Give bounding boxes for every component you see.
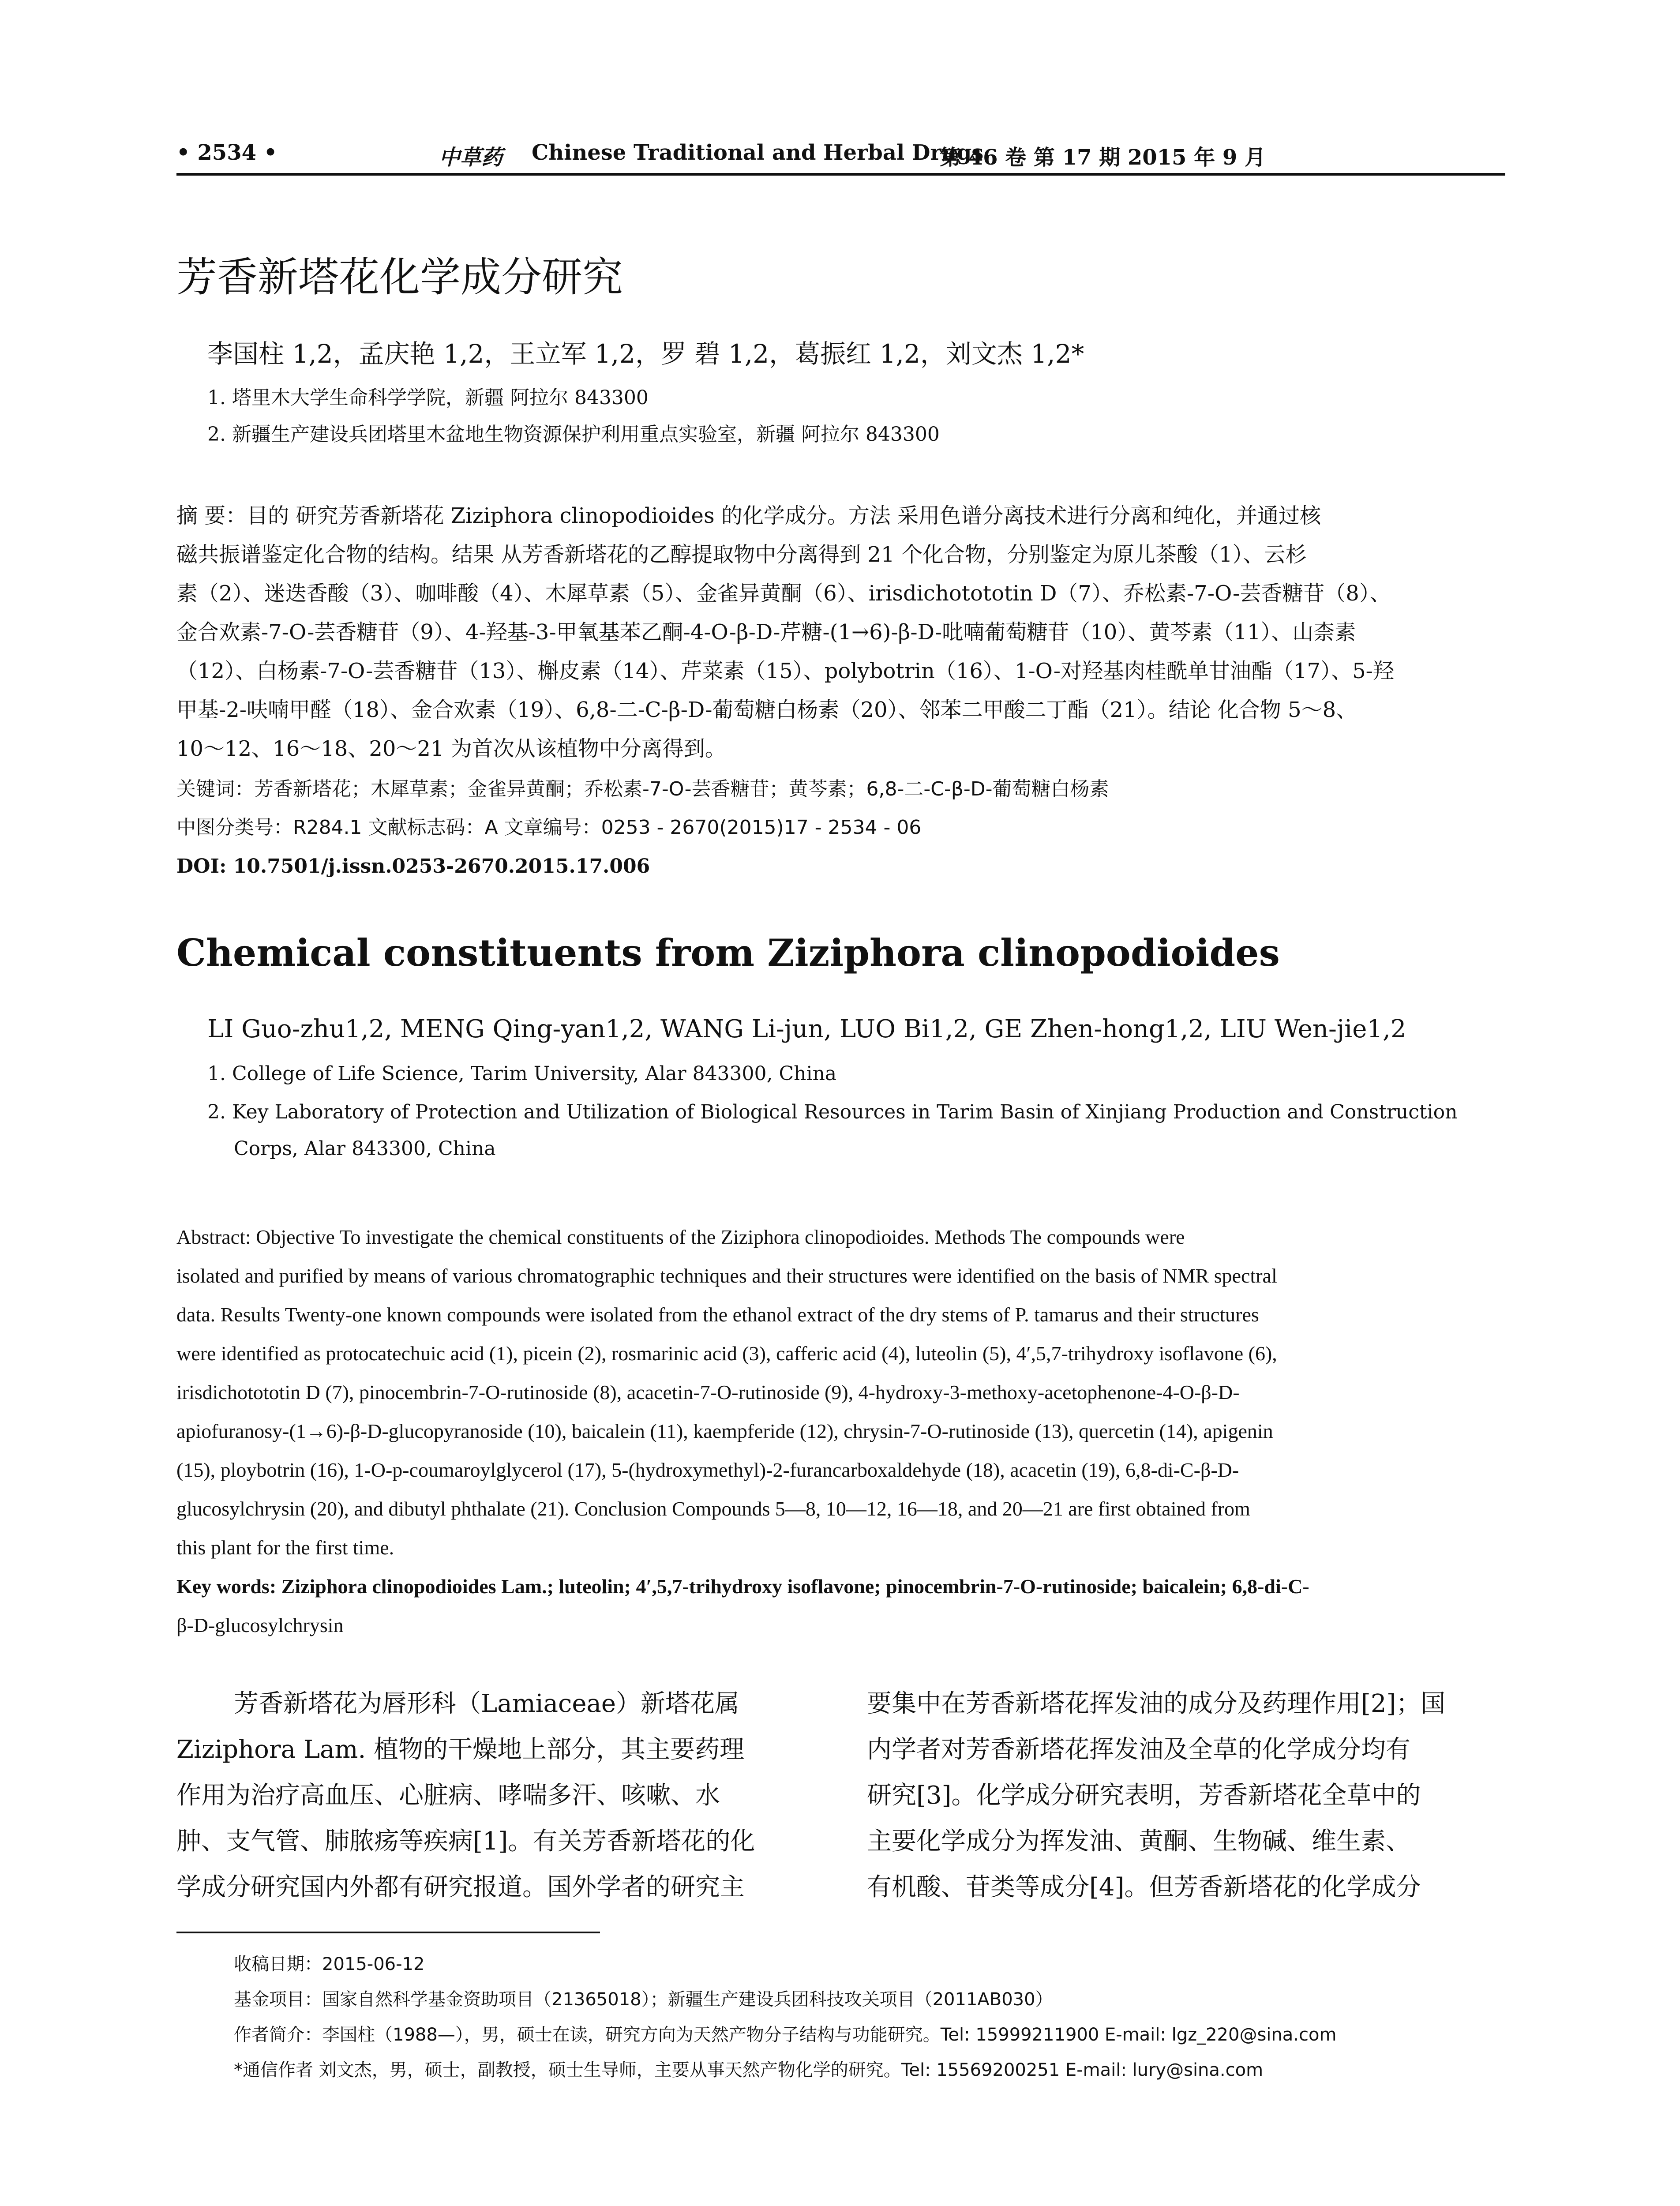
journal-name-cn: 中草药 [439,145,503,170]
body-line: 有机酸、苷类等成分[4]。但芳香新塔花的化学成分 [867,1873,1421,1902]
body-line: 内学者对芳香新塔花挥发油及全草的化学成分均有 [867,1735,1410,1764]
body-line: Ziziphora Lam. 植物的干燥地上部分，其主要药理 [176,1735,745,1764]
abstract-en-line: glucosylchrysin (20), and dibutyl phthalate (21). Conclusion Compounds 5—8, 10—12, 16—18, and 20—21 are first obtained from [176,1497,1250,1520]
footnote-author: 作者简介：李国柱（1988—），男，硕士在读，研究方向为天然产物分子结构与功能研究。Tel: 15999211900 E-mail: lgz_220@sina.com [234,2025,1337,2045]
affiliation-en-2-cont: Corps, Alar 843300, China [234,1137,496,1160]
header-rule [176,173,1505,176]
abstract-en-line: were identified as protocatechuic acid (1), picein (2), rosmarinic acid (3), cafferic acid (4), luteolin (5), 4′,5,7-trihydroxy isoflavone (6), [176,1342,1277,1365]
abstract-en [176,1218,1505,1645]
abstract-en-line: (15), ploybotrin (16), 1-O-p-coumaroylglycerol (17), 5-(hydroxymethyl)-2-furancarboxaldehyde (18), acacetin (19), 6,8-di-C-β-D- [176,1459,1239,1481]
body-line: 主要化学成分为挥发油、黄酮、生物碱、维生素、 [867,1827,1410,1856]
abstract-en-line: Abstract: Objective To investigate the chemical constituents of the Ziziphora clinopodioides. Methods The compounds were [176,1226,1185,1248]
journal-name-en: Chinese Traditional and Herbal Drugs [532,140,984,165]
classification-cn: 中图分类号：R284.1 文献标志码：A 文章编号：0253 - 2670(2015)17 - 2534 - 06 [176,816,922,839]
body-line: 要集中在芳香新塔花挥发油的成分及药理作用[2]；国 [867,1689,1446,1718]
affiliation-cn-2: 2. 新疆生产建设兵团塔里木盆地生物资源保护利用重点实验室，新疆 阿拉尔 843300 [207,423,940,446]
article-title-en: Chemical constituents from Ziziphora clinopodioides [176,931,1280,975]
abstract-en-line: apiofuranosy-(1→6)-β-D-glucopyranoside (10), baicalein (11), kaempferide (12), chrysin-7-O-rutinoside (13), quercetin (14), apigenin [176,1420,1273,1442]
footnote-correspondence: *通信作者 刘文杰，男，硕士，副教授，硕士生导师，主要从事天然产物化学的研究。Tel: 15569200251 E-mail: lury@sina.com [234,2060,1264,2080]
body-column-right [867,1681,1485,1910]
abstract-cn-line: 金合欢素-7-O-芸香糖苷（9）、4-羟基-3-甲氧基苯乙酮-4-O-β-D-芹糖-(1→6)-β-D-吡喃葡萄糖苷（10）、黄芩素（11）、山柰素 [176,620,1356,645]
doi: DOI: 10.7501/j.issn.0253-2670.2015.17.006 [176,855,650,878]
keywords-en-line: Key words: Ziziphora clinopodioides Lam.; luteolin; 4′,5,7-trihydroxy isoflavone; pinocembrin-7-O-rutinoside; baicalein; 6,8-di-C- [176,1575,1309,1598]
abstract-cn-line: 素（2）、迷迭香酸（3）、咖啡酸（4）、木犀草素（5）、金雀异黄酮（6）、irisdichotototin D（7）、乔松素-7-O-芸香糖苷（8）、 [176,581,1391,606]
abstract-en-line: data. Results Twenty-one known compounds were isolated from the ethanol extract of the dry stems of P. tamarus and their structures [176,1303,1259,1326]
body-line: 作用为治疗高血压、心脏病、哮喘多汗、咳嗽、水 [176,1781,720,1810]
abstract-en-line: isolated and purified by means of various chromatographic techniques and their structures were identified on the basis of NMR spectral [176,1264,1277,1287]
affiliation-en-2: 2. Key Laboratory of Protection and Utilization of Biological Resources in Tarim Basin of Xinjiang Production and Construction [207,1101,1458,1123]
issue-info: 第 46 卷 第 17 期 2015 年 9 月 [940,145,1266,170]
footnote-rule [176,1932,600,1933]
abstract-cn-line: 10～12、16～18、20～21 为首次从该植物中分离得到。 [176,736,726,761]
body-line: 芳香新塔花为唇形科（Lamiaceae）新塔花属 [234,1689,740,1718]
authors-cn: 李国柱 1,2，孟庆艳 1,2，王立军 1,2，罗 碧 1,2，葛振红 1,2，刘文杰 1,2* [207,339,1084,369]
keywords-en-line: β-D-glucosylchrysin [176,1614,344,1636]
abstract-cn-line: 摘 要：目的 研究芳香新塔花 Ziziphora clinopodioides 的化学成分。方法 采用色谱分离技术进行分离和纯化，并通过核 [176,503,1321,528]
abstract-cn-line: （12）、白杨素-7-O-芸香糖苷（13）、槲皮素（14）、芹菜素（15）、polybotrin（16）、1-O-对羟基肉桂酰单甘油酯（17）、5-羟 [176,659,1394,683]
keywords-cn: 关键词：芳香新塔花；木犀草素；金雀异黄酮；乔松素-7-O-芸香糖苷；黄芩素；6,8-二-C-β-D-葡萄糖白杨素 [176,778,1109,800]
body-line: 研究[3]。化学成分研究表明，芳香新塔花全草中的 [867,1781,1421,1810]
page-number: • 2534 • [176,140,278,165]
authors-en: LI Guo-zhu1,2, MENG Qing-yan1,2, WANG Li-jun, LUO Bi1,2, GE Zhen-hong1,2, LIU Wen-jie1,2 [207,1015,1406,1043]
abstract-cn-line: 磁共振谱鉴定化合物的结构。结果 从芳香新塔花的乙醇提取物中分离得到 21 个化合物，分别鉴定为原儿茶酸（1）、云杉 [176,542,1307,567]
abstract-en-line: irisdichotototin D (7), pinocembrin-7-O-rutinoside (8), acacetin-7-O-rutinoside (9), 4-hydroxy-3-methoxy-acetophenone-4-O-β-D- [176,1381,1240,1403]
body-line: 学成分研究国内外都有研究报道。国外学者的研究主 [176,1873,745,1902]
footnote-received: 收稿日期：2015-06-12 [234,1954,425,1974]
body-column-left [176,1681,794,1910]
abstract-en-line: this plant for the first time. [176,1536,394,1559]
affiliation-cn-1: 1. 塔里木大学生命科学学院，新疆 阿拉尔 843300 [207,386,649,409]
affiliation-en-1: 1. College of Life Science, Tarim University, Alar 843300, China [207,1062,837,1085]
abstract-cn [176,496,1505,768]
article-title-cn: 芳香新塔花化学成分研究 [176,254,623,301]
body-line: 肿、支气管、肺脓疡等疾病[1]。有关芳香新塔花的化 [176,1827,755,1856]
abstract-cn-line: 甲基-2-呋喃甲醛（18）、金合欢素（19）、6,8-二-C-β-D-葡萄糖白杨素（20）、邻苯二甲酸二丁酯（21）。结论 化合物 5～8、 [176,698,1358,722]
footnote-funding: 基金项目：国家自然科学基金资助项目（21365018）；新疆生产建设兵团科技攻关项目（2011AB030） [234,1989,1053,2010]
